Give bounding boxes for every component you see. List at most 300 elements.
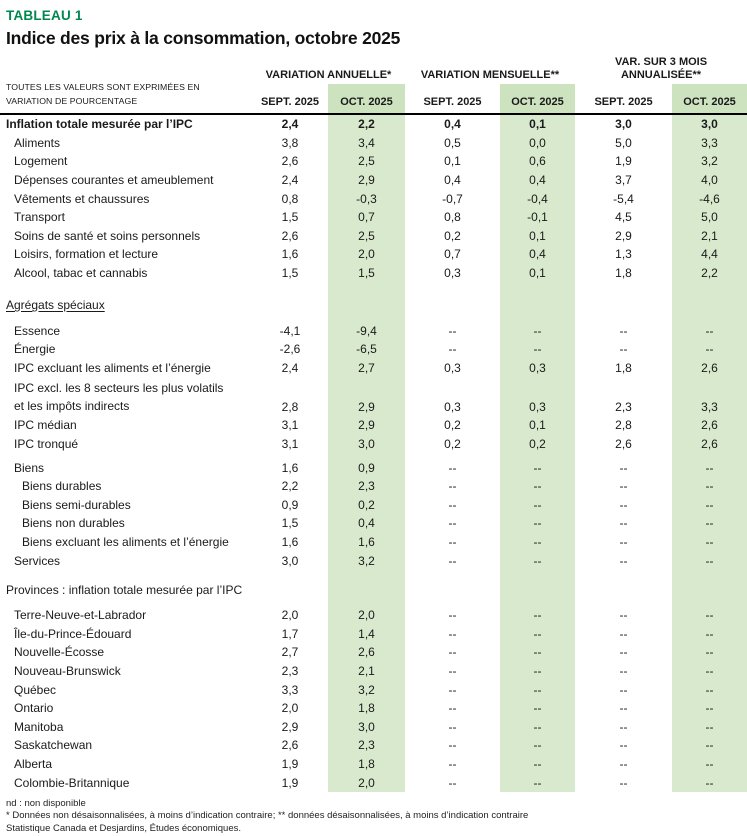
value-cell: 2,6 (328, 643, 405, 662)
value-cell: -- (500, 606, 575, 625)
value-cell: 0,8 (281, 191, 299, 206)
value-cell: 2,0 (281, 608, 299, 623)
group-header-annual: VARIATION ANNUELLE* (265, 69, 392, 82)
value-cell: 2,9 (281, 719, 299, 734)
value-cell: 0,8 (444, 210, 461, 225)
value-cell: 2,1 (328, 662, 405, 681)
value-cell: 3,0 (281, 553, 299, 568)
value-cell: -- (448, 775, 457, 790)
row-label: Énergie (14, 342, 56, 357)
value-cell: -- (619, 534, 628, 549)
value-cell: -- (672, 755, 747, 774)
value-cell: 0,9 (281, 497, 299, 512)
section-cell (405, 581, 500, 600)
row-label: Biens excluant les aliments et l’énergie (22, 534, 229, 549)
row-label-line1: IPC excl. les 8 secteurs les plus volatils (14, 381, 224, 396)
value-cell: 0,3 (444, 400, 461, 415)
value-cell: 1,8 (615, 360, 632, 375)
table-row (0, 717, 747, 736)
value-cell: -- (672, 533, 747, 552)
value-cell: 2,5 (328, 227, 405, 246)
row-label: Biens semi-durables (22, 497, 131, 512)
section-cell (252, 581, 328, 600)
value-cell: -- (500, 624, 575, 643)
value-cell: -4,1 (279, 323, 301, 338)
value-cell: -- (619, 719, 628, 734)
table-row (0, 114, 747, 134)
footnote-nd: nd : non disponible (6, 797, 86, 809)
value-cell: -- (500, 477, 575, 496)
value-cell: -- (619, 756, 628, 771)
value-cell: 2,0 (281, 701, 299, 716)
value-cell: 3,0 (615, 117, 632, 132)
section-cell (500, 295, 575, 314)
footnote-seasonal: * Données non désaisonnalisées, à moins d’indication contraire; ** données désaisonnalisées, à moins d’indication contraire (6, 810, 529, 822)
table-row (0, 477, 747, 496)
value-cell: -- (448, 479, 457, 494)
value-cell: -- (500, 643, 575, 662)
row-label: Île-du-Prince-Édouard (14, 626, 132, 641)
row-label: Alcool, tabac et cannabis (14, 266, 148, 281)
corner-note-line1: TOUTES LES VALEURS SONT EXPRIMÉES EN (6, 82, 200, 93)
row-label: Manitoba (14, 719, 64, 734)
value-cell: 3,0 (328, 435, 405, 454)
value-cell: 2,4 (281, 117, 299, 132)
row-label (0, 377, 252, 416)
value-cell: -- (672, 496, 747, 515)
value-cell: 4,0 (672, 171, 747, 190)
section-cell (328, 295, 405, 314)
section-cell (252, 295, 328, 314)
table-row (0, 773, 747, 792)
table-row (0, 377, 747, 416)
table-row (0, 458, 747, 477)
table-row (0, 514, 747, 533)
spacer-cell (328, 282, 405, 295)
value-cell: 2,9 (615, 228, 632, 243)
value-cell: 2,9 (328, 416, 405, 435)
value-cell: -- (619, 342, 628, 357)
value-cell: 3,8 (281, 135, 299, 150)
row-label: Aliments (14, 135, 61, 150)
table-row (0, 699, 747, 718)
section-cell (672, 295, 747, 314)
spacer-cell (0, 314, 252, 321)
value-cell: -- (672, 680, 747, 699)
value-cell: -- (619, 645, 628, 660)
value-cell: -- (500, 699, 575, 718)
value-cell: -- (672, 606, 747, 625)
value-cell: -- (448, 342, 457, 357)
table-row (0, 435, 747, 454)
value-cell: 2,3 (615, 400, 632, 415)
table-row (0, 736, 747, 755)
value-cell: -- (500, 551, 575, 570)
value-cell: 3,2 (328, 551, 405, 570)
value-cell: 2,6 (672, 359, 747, 378)
value-cell: 1,9 (615, 154, 632, 169)
section-label (0, 581, 252, 600)
value-cell: 0,3 (500, 359, 575, 378)
value-cell: 2,9 (328, 171, 405, 190)
value-cell: 0,1 (500, 114, 575, 134)
value-cell: -- (448, 626, 457, 641)
value-cell: -- (619, 460, 628, 475)
spacer-cell (500, 282, 575, 295)
row-label: Loisirs, formation et lecture (14, 247, 159, 262)
row-label: Soins de santé et soins personnels (14, 228, 201, 243)
corner-note (0, 56, 252, 114)
value-cell: -- (448, 663, 457, 678)
value-cell: 0,7 (328, 208, 405, 227)
value-cell: -- (672, 340, 747, 359)
table-row (0, 680, 747, 699)
row-label: Logement (14, 154, 68, 169)
value-cell: 0,2 (328, 496, 405, 515)
table-row (0, 606, 747, 625)
section-row (0, 581, 747, 600)
value-cell: 0,5 (444, 135, 461, 150)
value-cell: 0,2 (500, 435, 575, 454)
value-cell: 1,5 (281, 516, 299, 531)
spacer-row (0, 282, 747, 295)
value-cell: 2,5 (328, 152, 405, 171)
value-cell: 2,7 (281, 645, 299, 660)
table-row (0, 208, 747, 227)
value-cell: -- (672, 458, 747, 477)
spacer-cell (252, 282, 328, 295)
value-cell: -- (500, 458, 575, 477)
value-cell: 3,2 (672, 152, 747, 171)
row-label: Ontario (14, 701, 54, 716)
table-row (0, 662, 747, 681)
table-row (0, 416, 747, 435)
spacer-cell (500, 314, 575, 321)
section-row (0, 295, 747, 314)
row-label: Biens (14, 460, 45, 475)
value-cell: -- (448, 645, 457, 660)
spacer-cell (672, 314, 747, 321)
value-cell: 2,4 (281, 360, 299, 375)
value-cell: -- (672, 736, 747, 755)
value-cell: 3,3 (672, 134, 747, 153)
value-cell: -- (448, 756, 457, 771)
value-cell: 3,0 (328, 717, 405, 736)
value-cell: 0,2 (444, 437, 461, 452)
value-cell: 5,0 (615, 135, 632, 150)
table-row (0, 359, 747, 378)
row-label: Services (14, 553, 61, 568)
value-cell: 4,4 (672, 245, 747, 264)
value-cell: -- (448, 516, 457, 531)
section-cell (575, 295, 672, 314)
value-cell: 2,0 (328, 245, 405, 264)
value-cell: -- (448, 497, 457, 512)
value-cell: -- (672, 477, 747, 496)
value-cell: -- (672, 662, 747, 681)
table-row (0, 264, 747, 283)
value-cell: -- (500, 496, 575, 515)
value-cell: 0,3 (444, 266, 461, 281)
group-header-monthly: VARIATION MENSUELLE** (420, 69, 560, 82)
value-cell: 2,6 (615, 437, 632, 452)
section-cell (405, 295, 500, 314)
value-cell: -4,6 (672, 189, 747, 208)
value-cell: 2,2 (672, 264, 747, 283)
value-cell: 2,8 (281, 400, 299, 415)
spacer-cell (328, 314, 405, 321)
value-cell: 3,1 (281, 437, 299, 452)
spacer-row (0, 314, 747, 321)
value-cell: -- (500, 662, 575, 681)
value-cell: -- (500, 736, 575, 755)
value-cell: -- (448, 534, 457, 549)
section-cell (328, 581, 405, 600)
value-cell: 0,1 (500, 227, 575, 246)
value-cell: 2,2 (328, 114, 405, 134)
value-cell: 5,0 (672, 208, 747, 227)
value-cell: 1,6 (328, 533, 405, 552)
table-row (0, 171, 747, 190)
value-cell: 2,8 (615, 418, 632, 433)
table-row (0, 227, 747, 246)
table-row (0, 643, 747, 662)
value-cell: 3,3 (672, 377, 747, 416)
value-cell: 0,3 (444, 360, 461, 375)
table-row (0, 624, 747, 643)
value-cell: 1,8 (328, 755, 405, 774)
value-cell: 2,7 (328, 359, 405, 378)
value-cell: -9,4 (328, 321, 405, 340)
spacer-cell (672, 570, 747, 581)
table-row (0, 152, 747, 171)
value-cell: -- (500, 321, 575, 340)
spacer-cell (500, 570, 575, 581)
row-label: Saskatchewan (14, 738, 93, 753)
row-label: IPC excluant les aliments et l’énergie (14, 360, 211, 375)
value-cell: -- (672, 551, 747, 570)
col-header-sept-annual: SEPT. 2025 (252, 84, 328, 114)
spacer-cell (575, 570, 672, 581)
value-cell: 2,2 (281, 479, 299, 494)
row-label: Colombie-Britannique (14, 775, 130, 790)
value-cell: -6,5 (328, 340, 405, 359)
value-cell: -- (619, 608, 628, 623)
row-label: Québec (14, 682, 57, 697)
value-cell: -- (672, 624, 747, 643)
value-cell: 2,0 (328, 773, 405, 792)
value-cell: 0,4 (328, 514, 405, 533)
value-cell: -- (619, 626, 628, 641)
spacer-cell (575, 282, 672, 295)
value-cell: 0,4 (500, 171, 575, 190)
col-header-sept-monthly: SEPT. 2025 (405, 84, 500, 114)
row-label-line2: et les impôts indirects (14, 399, 130, 414)
value-cell: -5,4 (613, 191, 634, 206)
col-header-oct-annual: OCT. 2025 (328, 84, 405, 114)
value-cell: -- (619, 738, 628, 753)
value-cell: -- (672, 514, 747, 533)
value-cell: 1,5 (281, 210, 299, 225)
value-cell: -- (448, 682, 457, 697)
spacer-cell (328, 570, 405, 581)
footnote-source: Statistique Canada et Desjardins, Études économiques. (6, 823, 241, 835)
value-cell: -0,4 (500, 189, 575, 208)
row-label: Biens non durables (22, 516, 125, 531)
value-cell: -- (672, 717, 747, 736)
value-cell: 2,6 (281, 154, 299, 169)
row-label: Vêtements et chaussures (14, 191, 150, 206)
table-row (0, 533, 747, 552)
spacer-cell (672, 282, 747, 295)
section-label-text: Agrégats spéciaux (6, 297, 105, 312)
value-cell: 0,1 (500, 264, 575, 283)
section-cell (500, 581, 575, 600)
value-cell: 1,6 (281, 247, 299, 262)
value-cell: 1,9 (281, 756, 299, 771)
row-label: Transport (14, 210, 65, 225)
value-cell: 1,8 (328, 699, 405, 718)
value-cell: -- (619, 682, 628, 697)
row-label: Terre-Neuve-et-Labrador (14, 608, 147, 623)
spacer-cell (252, 570, 328, 581)
value-cell: 1,8 (615, 266, 632, 281)
value-cell: -- (500, 773, 575, 792)
value-cell: -- (672, 643, 747, 662)
value-cell: -- (448, 701, 457, 716)
table-header (0, 56, 747, 114)
value-cell: 1,3 (615, 247, 632, 262)
value-cell: 3,0 (672, 114, 747, 134)
value-cell: 1,5 (328, 264, 405, 283)
footnotes (6, 798, 747, 836)
row-label: Biens durables (22, 479, 102, 494)
value-cell: -- (500, 514, 575, 533)
value-cell: 0,3 (500, 377, 575, 416)
group-header-row (0, 56, 747, 84)
value-cell: -- (619, 775, 628, 790)
section-cell (575, 581, 672, 600)
value-cell: -2,6 (279, 342, 301, 357)
value-cell: 2,3 (328, 477, 405, 496)
value-cell: -- (500, 717, 575, 736)
value-cell: 0,4 (500, 245, 575, 264)
col-header-oct-3month: OCT. 2025 (672, 84, 747, 114)
spacer-cell (575, 314, 672, 321)
value-cell: -- (448, 323, 457, 338)
value-cell: -- (500, 533, 575, 552)
value-cell: 1,4 (328, 624, 405, 643)
row-label: Nouvelle-Écosse (14, 645, 105, 660)
cpi-table (0, 56, 747, 792)
value-cell: -- (619, 663, 628, 678)
value-cell: -- (619, 479, 628, 494)
value-cell: -- (448, 608, 457, 623)
value-cell: -0,7 (442, 191, 463, 206)
table-row (0, 134, 747, 153)
value-cell: 1,6 (281, 534, 299, 549)
value-cell: -- (619, 553, 628, 568)
table-row (0, 321, 747, 340)
spacer-cell (252, 314, 328, 321)
row-label: IPC tronqué (14, 437, 79, 452)
value-cell: 0,1 (444, 154, 461, 169)
group-header-3month-text: VAR. SUR 3 MOIS ANNUALISÉE** (614, 56, 708, 82)
value-cell: 2,3 (281, 663, 299, 678)
spacer-cell (0, 570, 252, 581)
table-body (0, 114, 747, 792)
value-cell: 0,4 (444, 117, 461, 132)
value-cell: 3,1 (281, 418, 299, 433)
value-cell: -0,3 (328, 189, 405, 208)
value-cell: -- (448, 460, 457, 475)
table-row (0, 189, 747, 208)
col-header-oct-monthly: OCT. 2025 (500, 84, 575, 114)
group-header-3month (575, 56, 747, 84)
table-row (0, 551, 747, 570)
value-cell: 2,6 (672, 435, 747, 454)
value-cell: 0,1 (500, 416, 575, 435)
value-cell: 0,6 (500, 152, 575, 171)
row-label: Alberta (14, 756, 53, 771)
page-title: Indice des prix à la consommation, octobre 2025 (6, 28, 401, 48)
spacer-cell (405, 570, 500, 581)
value-cell: -- (500, 340, 575, 359)
value-cell: 4,5 (615, 210, 632, 225)
spacer-row (0, 570, 747, 581)
spacer-cell (405, 282, 500, 295)
value-cell: 1,9 (281, 775, 299, 790)
table-number: TABLEAU 1 (6, 8, 83, 23)
value-cell: 3,2 (328, 680, 405, 699)
section-cell (672, 581, 747, 600)
value-cell: -0,1 (500, 208, 575, 227)
row-label: IPC médian (14, 418, 77, 433)
value-cell: -- (619, 497, 628, 512)
value-cell: -- (672, 773, 747, 792)
value-cell: 1,5 (281, 266, 299, 281)
spacer-cell (405, 314, 500, 321)
value-cell: 1,7 (281, 626, 299, 641)
table-row (0, 245, 747, 264)
value-cell: -- (672, 699, 747, 718)
value-cell: -- (500, 680, 575, 699)
value-cell: 2,1 (672, 227, 747, 246)
spacer-cell (0, 282, 252, 295)
value-cell: 0,7 (444, 247, 461, 262)
value-cell: -- (448, 738, 457, 753)
value-cell: -- (448, 553, 457, 568)
table-row (0, 755, 747, 774)
row-label: Dépenses courantes et ameublement (14, 173, 214, 188)
row-label: Essence (14, 323, 61, 338)
value-cell: 0,9 (328, 458, 405, 477)
value-cell: -- (619, 516, 628, 531)
value-cell: 2,3 (328, 736, 405, 755)
table-row (0, 496, 747, 515)
value-cell: 0,4 (444, 173, 461, 188)
corner-note-line2: VARIATION DE POURCENTAGE (6, 95, 138, 106)
value-cell: -- (619, 701, 628, 716)
value-cell: 0,2 (444, 228, 461, 243)
value-cell: 3,3 (281, 682, 299, 697)
value-cell: 2,6 (672, 416, 747, 435)
row-label: Nouveau-Brunswick (14, 663, 121, 678)
value-cell: 2,9 (328, 377, 405, 416)
value-cell: -- (619, 323, 628, 338)
value-cell: 1,6 (281, 460, 299, 475)
value-cell: 2,6 (281, 228, 299, 243)
